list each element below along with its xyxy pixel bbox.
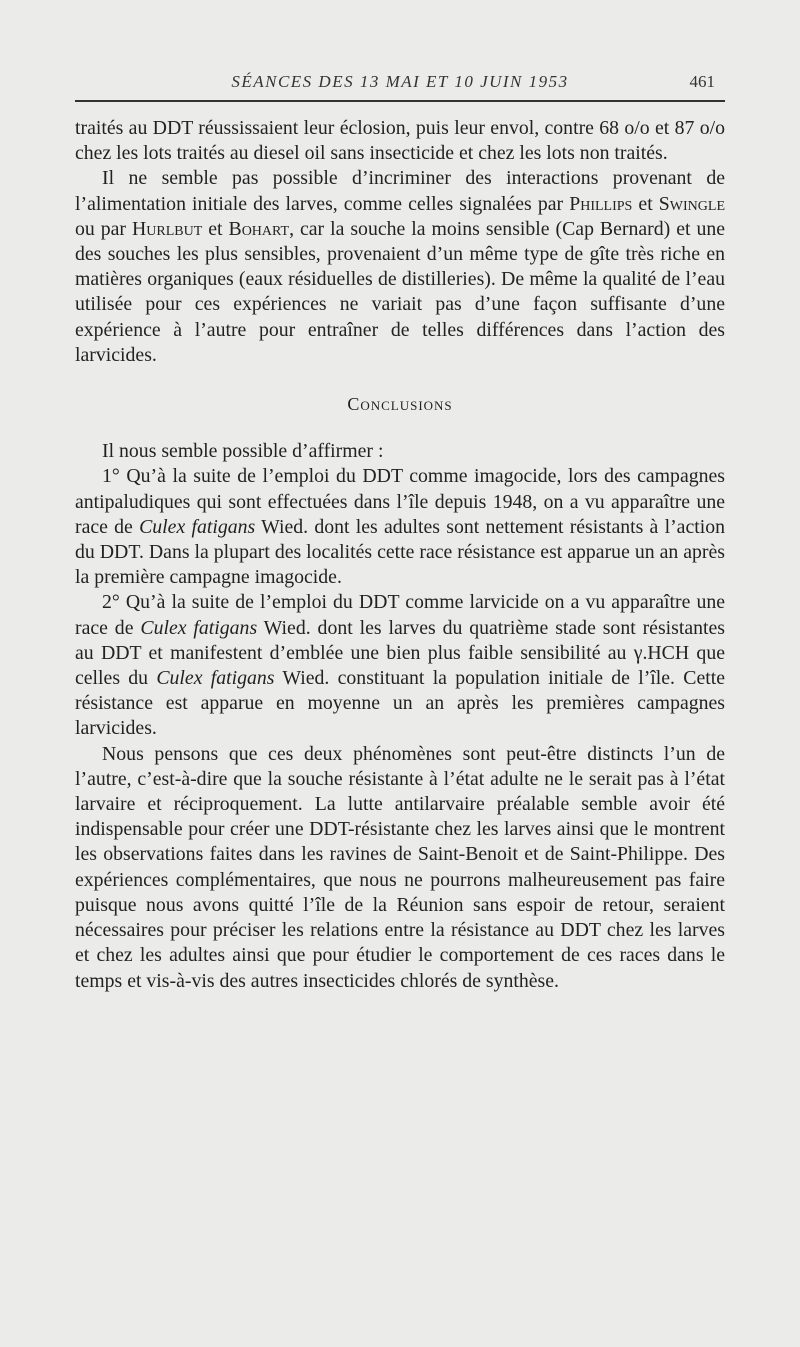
running-header bbox=[75, 72, 725, 100]
page-number: 461 bbox=[689, 72, 715, 91]
body-text bbox=[75, 116, 725, 994]
header-rule bbox=[75, 100, 725, 102]
species-name: Culex fatigans bbox=[156, 667, 275, 690]
paragraph-text: Il ne semble pas possible d’incriminer des interactions provenant de l’alimentation initiale des larves, comme celles signalées par bbox=[75, 167, 725, 215]
paragraph-text: 2° Qu’à la suite de l’emploi du DDT comme larvicide on a vu apparaître une race de bbox=[75, 591, 725, 639]
paragraph-discussion: Nous pensons que ces deux phénomènes sont peut-être distincts l’un de l’autre, c’est-à-dire que la souche résistante à l’état adulte ne le serait pas à l’état larvaire et réciproquement. La lutte antilarvaire préalable semble avoir été indispensable pour créer une DDT-résistante chez les larves ainsi que le montrent les observations faites dans les ravines de Saint-Benoit et de Saint-Philippe. Des expériences complémentaires, que nous ne pourrons malheureusement pas faire puisque nous avons quitté l’île de la Réunion sans espoir de retour, seraient nécessaires pour préciser les relations entre la résistance au DDT chez les larves et chez les adultes ainsi que pour étudier le comportement de ces races dans le temps et vis-à-vis des autres insecticides chlorés de synthèse. bbox=[75, 742, 725, 992]
paragraph-text: ou par bbox=[75, 217, 132, 240]
paragraph-conclusion-1 bbox=[75, 464, 725, 590]
species-name: Culex fatigans bbox=[139, 515, 256, 538]
paragraph-text: Wied. dont les adultes sont nettement résistants à l’action du DDT. Dans la plupart des localités cette race résistance est apparue un an après la première campagne imagocide. bbox=[75, 515, 725, 589]
paragraph-conclusion-2 bbox=[75, 590, 725, 741]
author-name: Hurlbut bbox=[131, 217, 203, 240]
paragraph-text: et bbox=[632, 192, 659, 215]
paragraph-interactions bbox=[75, 166, 725, 368]
paragraph-continuation: traités au DDT réussissaient leur éclosion, puis leur envol, contre 68 o/o et 87 o/o chez les lots traités au diesel oil sans insecticide et chez les lots non traités. bbox=[75, 117, 725, 165]
paragraph-text: Wied. dont les larves du quatrième stade sont résistantes au DDT et manifestent d’emblée une bien plus faible sensibilité au γ.HCH que celles du bbox=[75, 616, 725, 690]
paragraph-intro: Il nous semble possible d’affirmer : bbox=[102, 440, 384, 463]
paragraph-text: Wied. constituant la population initiale de l’île. Cette résistance est apparue en moyenne un an après les premières campagnes larvicides. bbox=[75, 667, 726, 740]
author-name: Phillips bbox=[569, 192, 633, 215]
author-name: Bohart bbox=[228, 217, 290, 240]
species-name: Culex fatigans bbox=[140, 616, 258, 639]
section-heading-conclusions: Conclusions bbox=[347, 394, 453, 415]
paragraph-text: , car la souche la moins sensible (Cap Bernard) et une des souches les plus sensibles, provenaient d’un même type de gîte très riche en matières organiques (eaux résiduelles de distilleries). De même la qualité de l’eau utilisée pour ces expériences ne variait pas d’une façon suffisante d’une expérience à l’autre pour entraîner de telles différences dans l’action des larvicides. bbox=[75, 217, 726, 366]
paragraph-text: 1° Qu’à la suite de l’emploi du DDT comme imagocide, lors des campagnes antipaludiques qui sont effectuées dans l’île depuis 1948, on a vu apparaître une race de bbox=[75, 465, 725, 538]
paragraph-text: et bbox=[202, 217, 229, 240]
running-header-title: SÉANCES DES 13 MAI ET 10 JUIN 1953 bbox=[231, 72, 569, 91]
author-name: Swingle bbox=[658, 192, 725, 215]
